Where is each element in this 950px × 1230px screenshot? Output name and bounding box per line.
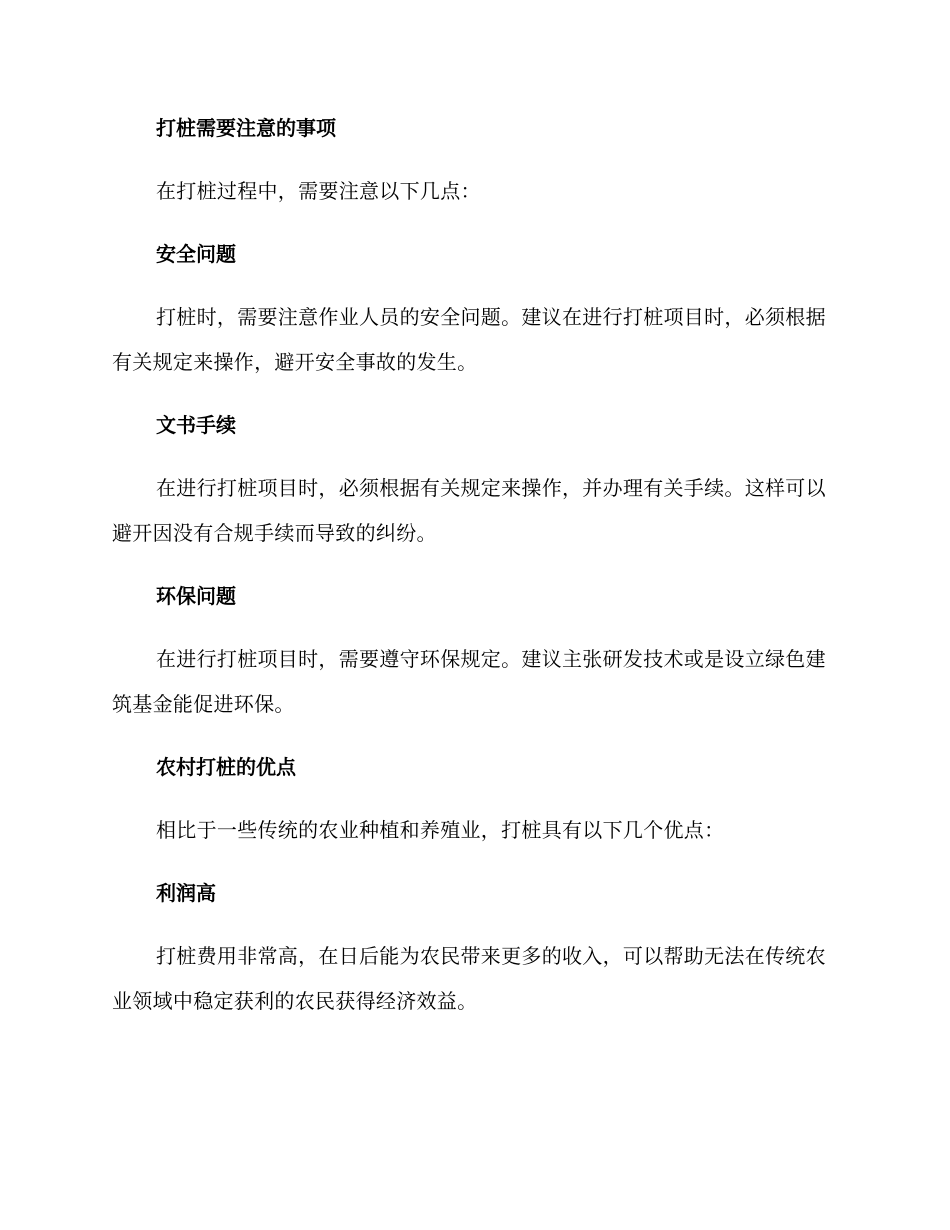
- high-profit-paragraph: 打桩费用非常高，在日后能为农民带来更多的收入，可以帮助无法在传统农业领域中稳定获利的农民获得经济效益。: [112, 944, 826, 1013]
- safety-paragraph: 打桩时，需要注意作业人员的安全问题。建议在进行打桩项目时，必须根据有关规定来操作，避开安全事故的发生。: [112, 305, 826, 374]
- subheading-environment: 环保问题: [156, 584, 236, 608]
- subheading-safety: 安全问题: [156, 242, 236, 266]
- environment-paragraph: 在进行打桩项目时，需要遵守环保规定。建议主张研发技术或是设立绿色建筑基金能促进环保。: [112, 647, 826, 716]
- paperwork-paragraph: 在进行打桩项目时，必须根据有关规定来操作，并办理有关手续。这样可以避开因没有合规手续而导致的纠纷。: [112, 476, 826, 545]
- advantages-intro-paragraph: 相比于一些传统的农业种植和养殖业，打桩具有以下几个优点：: [156, 818, 725, 842]
- section-heading-advantages: 农村打桩的优点: [156, 755, 296, 779]
- intro-paragraph: 在打桩过程中，需要注意以下几点：: [156, 179, 481, 203]
- subheading-high-profit: 利润高: [156, 881, 216, 905]
- subheading-paperwork: 文书手续: [156, 413, 236, 437]
- section-heading-precautions: 打桩需要注意的事项: [156, 116, 336, 140]
